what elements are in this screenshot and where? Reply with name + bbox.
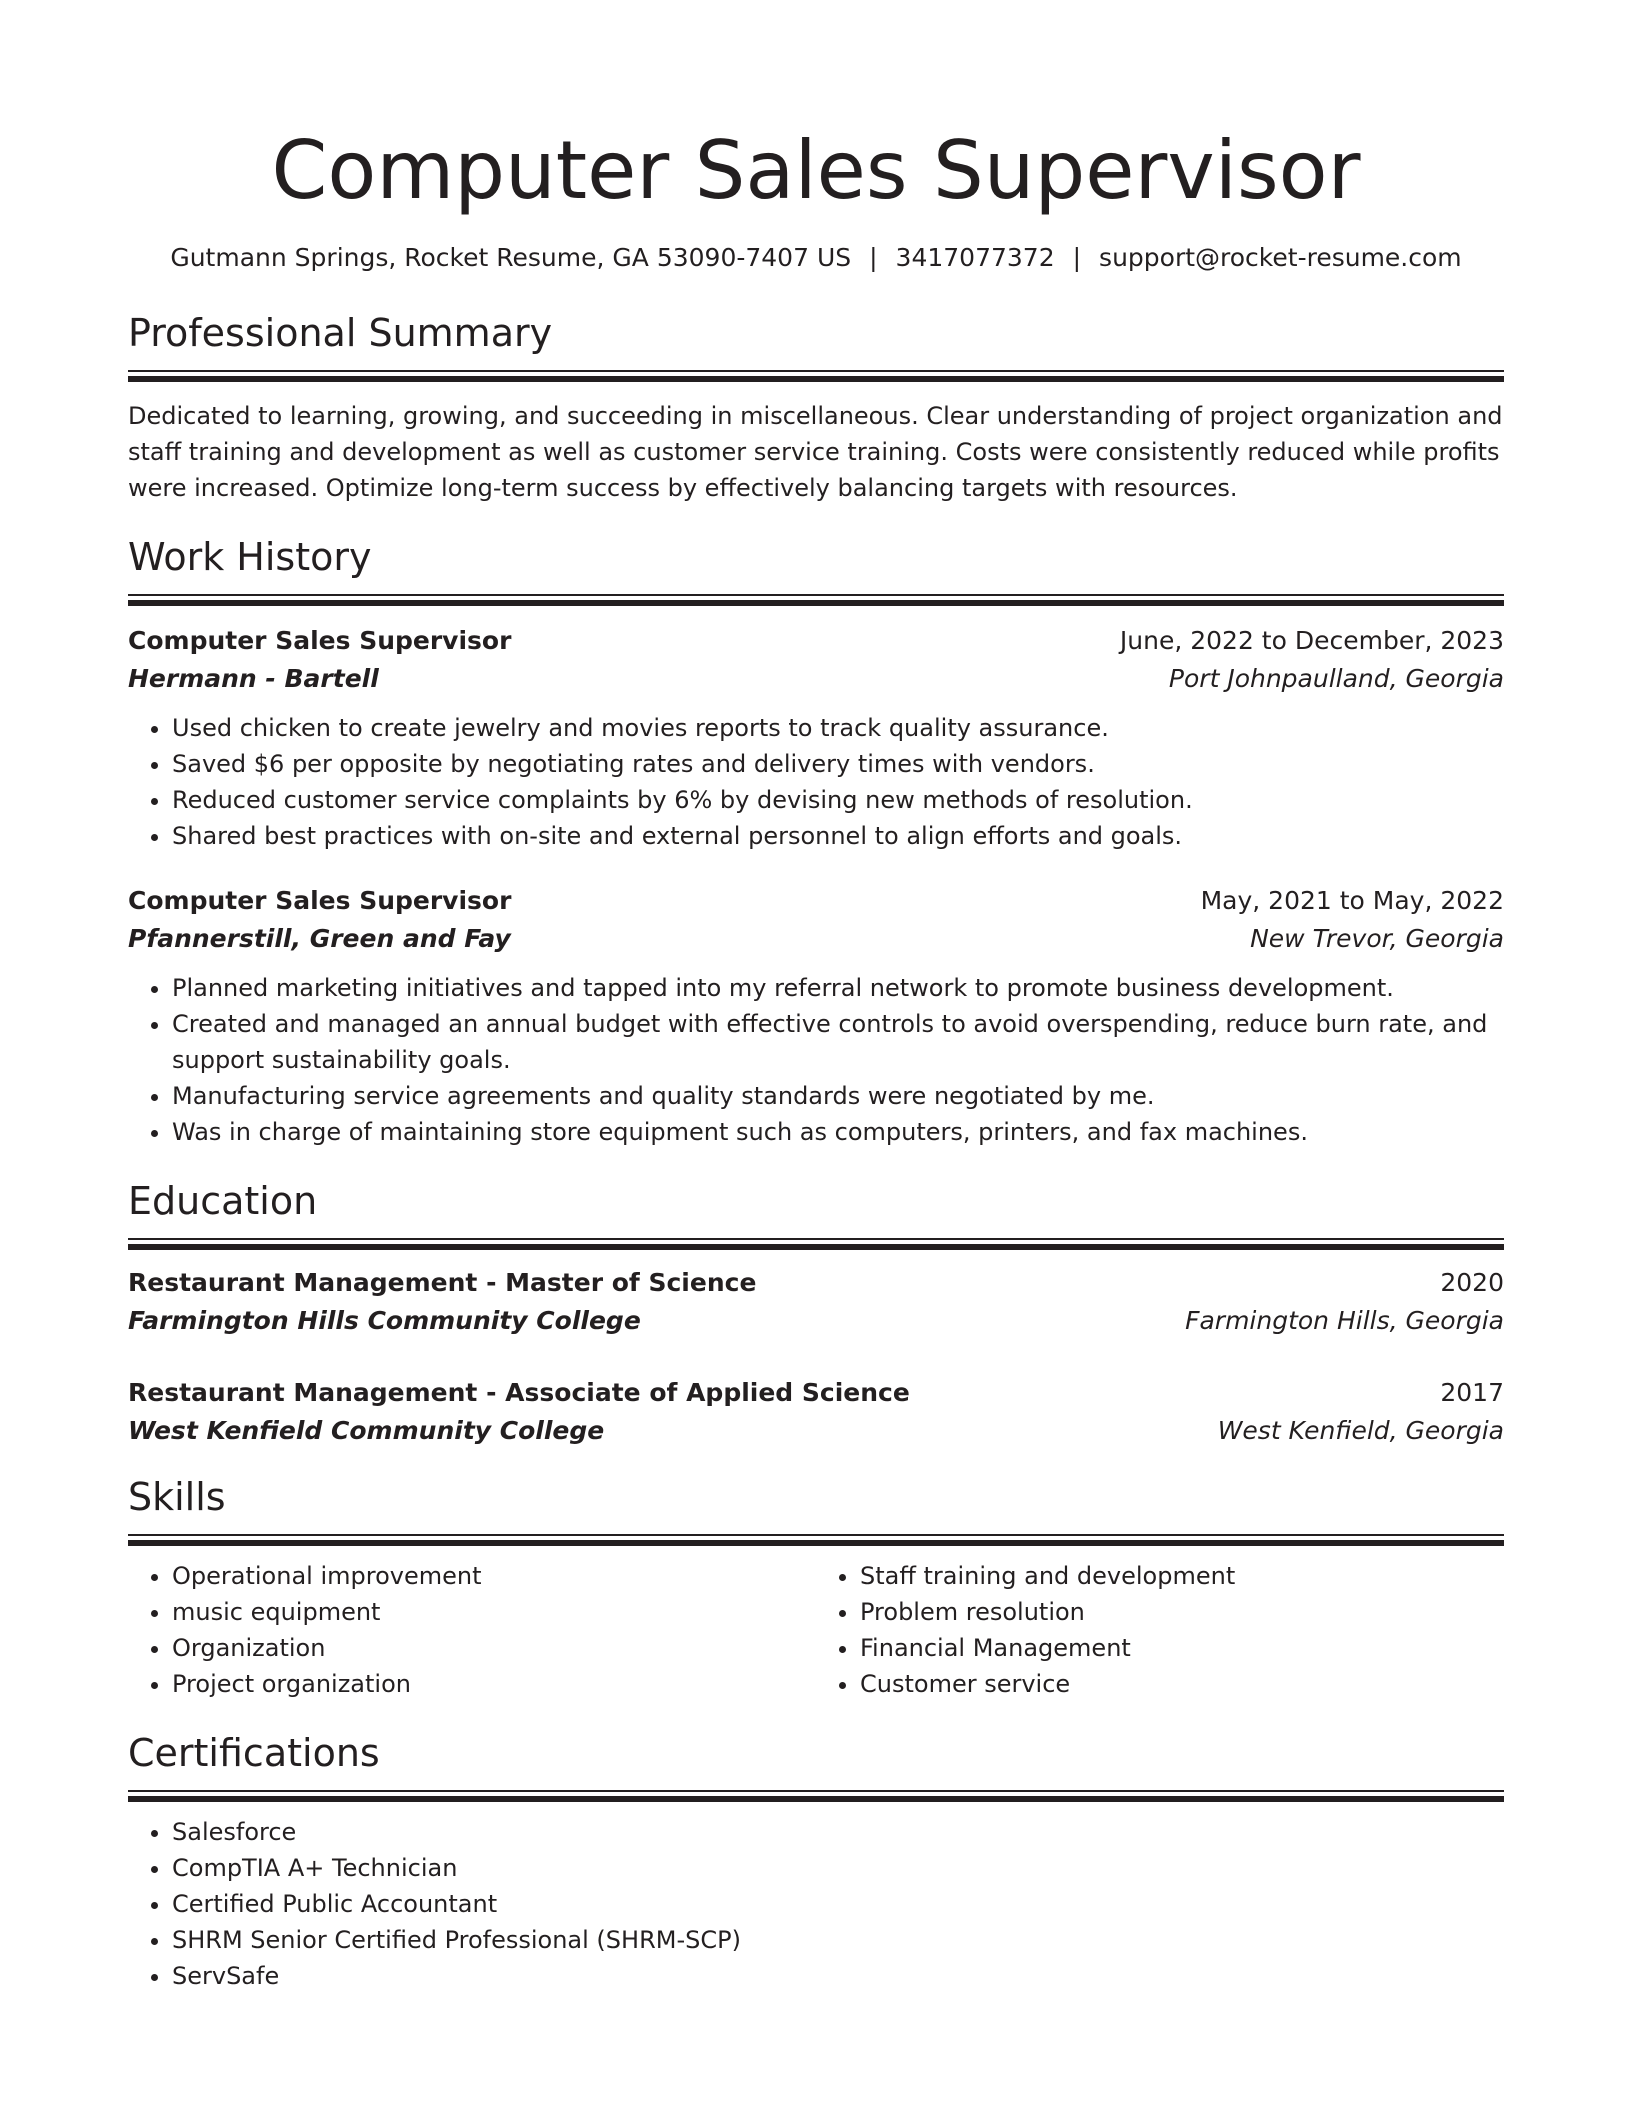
skills-grid xyxy=(128,1558,1504,1702)
education-header xyxy=(128,1374,1504,1412)
education-location: West Kenfield, Georgia xyxy=(1217,1416,1504,1445)
education-subheader xyxy=(128,1412,1504,1450)
education-section xyxy=(128,1176,1504,1450)
section-title-certifications: Certifications xyxy=(128,1731,380,1775)
list-item: • Salesforce xyxy=(172,1814,1504,1850)
certifications-section xyxy=(128,1728,1504,1994)
contact-address: Gutmann Springs, Rocket Resume, GA 53090-7407 US xyxy=(170,243,852,272)
list-item: • Project organization xyxy=(172,1666,816,1702)
education-header xyxy=(128,1264,1504,1302)
contact-separator: | xyxy=(869,243,878,272)
list-item: • Saved $6 per opposite by negotiating rates and delivery times with vendors. xyxy=(172,746,1504,782)
education-school: West Kenfield Community College xyxy=(128,1416,605,1445)
education-year: 2020 xyxy=(1440,1268,1504,1297)
job-entry xyxy=(128,882,1504,1150)
job-dates: June, 2022 to December, 2023 xyxy=(1119,626,1504,655)
list-item: • Staff training and development xyxy=(860,1558,1504,1594)
list-item: • Was in charge of maintaining store equipment such as computers, printers, and fax machines. xyxy=(172,1114,1504,1150)
list-item: • music equipment xyxy=(172,1594,816,1630)
section-divider xyxy=(128,1790,1504,1802)
education-degree: Restaurant Management - Associate of Applied Science xyxy=(128,1378,910,1407)
job-dates: May, 2021 to May, 2022 xyxy=(1200,886,1504,915)
list-item: • ServSafe xyxy=(172,1958,1504,1994)
contact-email: support@rocket-resume.com xyxy=(1099,243,1462,272)
list-item: • Planned marketing initiatives and tapped into my referral network to promote business development. xyxy=(172,970,1504,1006)
skills-list-left xyxy=(128,1558,816,1702)
section-divider xyxy=(128,594,1504,606)
certifications-list xyxy=(128,1814,1504,1994)
section-divider xyxy=(128,1534,1504,1546)
job-entry xyxy=(128,622,1504,854)
skills-list-right xyxy=(816,1558,1504,1702)
list-item: • Created and managed an annual budget with effective controls to avoid overspending, reduce burn rate, and support sustainability goals. xyxy=(172,1006,1504,1078)
summary-text: Dedicated to learning, growing, and succeeding in miscellaneous. Clear understanding of project organization and staff training and development as well as customer service training. Costs were consistently reduced while profits were increased. Optimize long-term success by effectively balancing targets with resources. xyxy=(128,402,1503,502)
job-title: Computer Sales Supervisor xyxy=(128,626,512,655)
section-title-summary: Professional Summary xyxy=(128,311,553,355)
list-item: • Certified Public Accountant xyxy=(172,1886,1504,1922)
list-item: • Shared best practices with on-site and external personnel to align efforts and goals. xyxy=(172,818,1504,854)
contact-separator: | xyxy=(1072,243,1082,272)
list-item: • Manufacturing service agreements and quality standards were negotiated by me. xyxy=(172,1078,1504,1114)
job-company: Hermann - Bartell xyxy=(128,664,379,693)
section-divider xyxy=(128,1238,1504,1250)
contact-phone: 3417077372 xyxy=(895,243,1055,272)
education-year: 2017 xyxy=(1440,1378,1504,1407)
list-item: • Organization xyxy=(172,1630,816,1666)
education-entry xyxy=(128,1264,1504,1340)
contact-line xyxy=(128,240,1504,276)
job-location: New Trevor, Georgia xyxy=(1250,924,1504,953)
education-subheader xyxy=(128,1302,1504,1340)
education-location: Farmington Hills, Georgia xyxy=(1185,1306,1504,1335)
education-school: Farmington Hills Community College xyxy=(128,1306,641,1335)
list-item: • Used chicken to create jewelry and movies reports to track quality assurance. xyxy=(172,710,1504,746)
resume-name: Computer Sales Supervisor xyxy=(271,124,1361,217)
list-item: • Customer service xyxy=(860,1666,1504,1702)
job-header xyxy=(128,882,1504,920)
education-entry xyxy=(128,1374,1504,1450)
job-bullets xyxy=(128,710,1504,854)
list-item: • Financial Management xyxy=(860,1630,1504,1666)
section-title-skills: Skills xyxy=(128,1475,226,1519)
job-bullets xyxy=(128,970,1504,1150)
job-header xyxy=(128,622,1504,660)
job-subheader xyxy=(128,920,1504,958)
work-section xyxy=(128,532,1504,1150)
list-item: • SHRM Senior Certified Professional (SHRM-SCP) xyxy=(172,1922,1504,1958)
list-item: • Reduced customer service complaints by 6% by devising new methods of resolution. xyxy=(172,782,1504,818)
summary-section xyxy=(128,308,1504,506)
skills-section xyxy=(128,1472,1504,1702)
section-title-work: Work History xyxy=(128,535,372,579)
section-title-education: Education xyxy=(128,1179,318,1223)
list-item: • Operational improvement xyxy=(172,1558,816,1594)
job-title: Computer Sales Supervisor xyxy=(128,886,512,915)
education-degree: Restaurant Management - Master of Science xyxy=(128,1268,757,1297)
job-location: Port Johnpaulland, Georgia xyxy=(1168,664,1504,693)
list-item: • Problem resolution xyxy=(860,1594,1504,1630)
job-subheader xyxy=(128,660,1504,698)
section-divider xyxy=(128,370,1504,382)
job-company: Pfannerstill, Green and Fay xyxy=(128,924,511,953)
list-item: • CompTIA A+ Technician xyxy=(172,1850,1504,1886)
